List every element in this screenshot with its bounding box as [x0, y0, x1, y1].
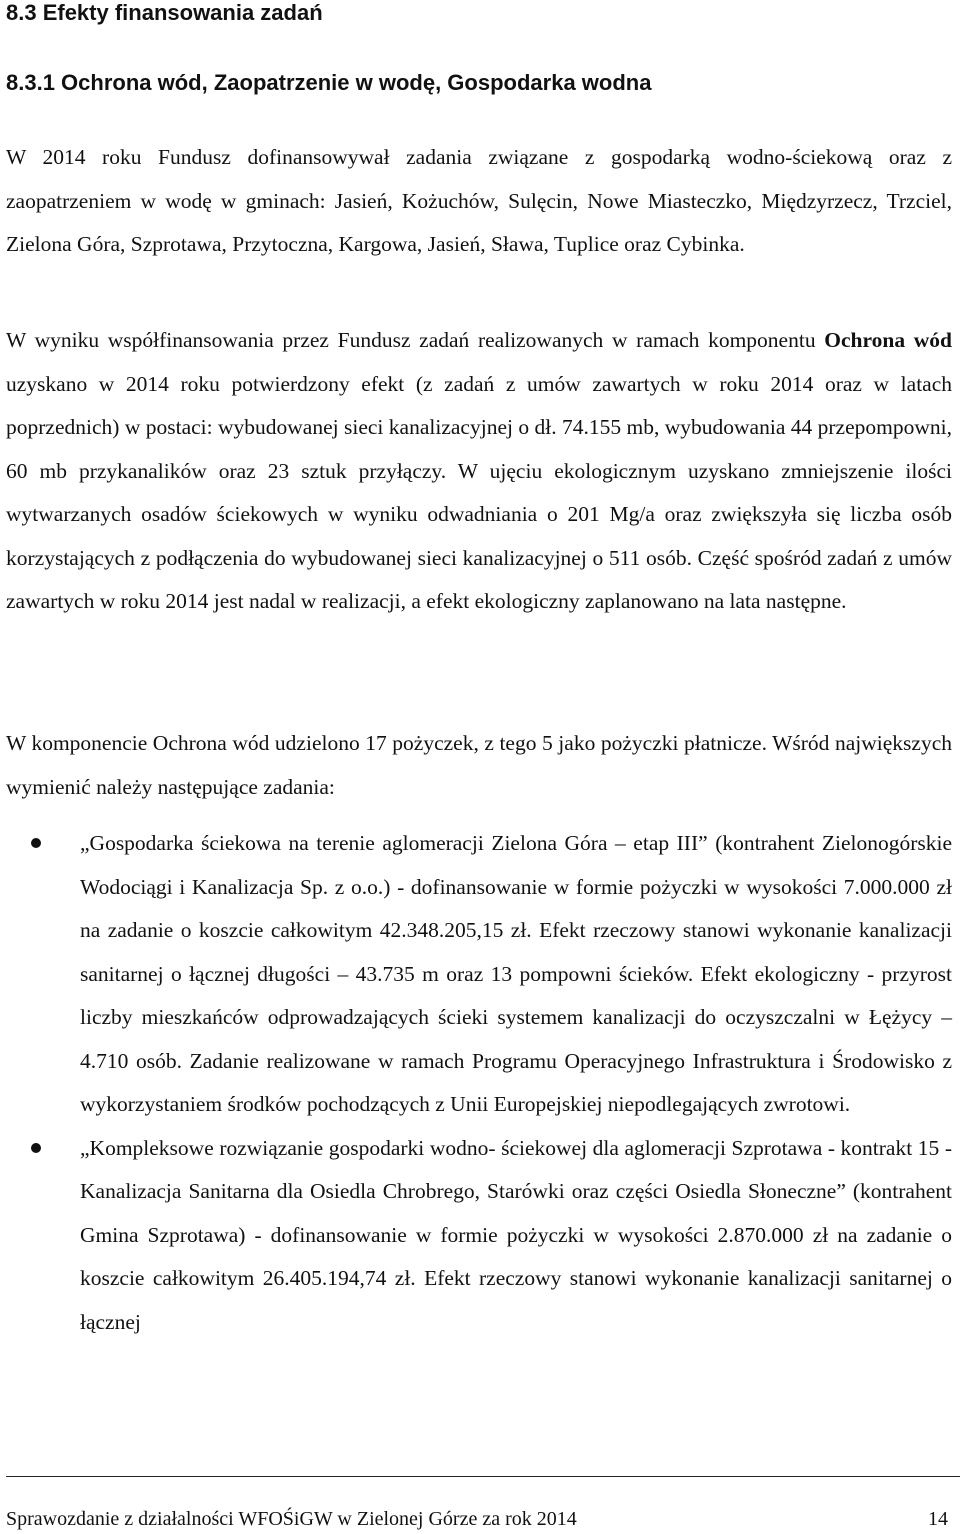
paragraph-effects-body: uzyskano w 2014 roku potwierdzony efekt (z zadań z umów zawartych w roku 2014 oraz w latach poprzednich) w postaci: wybudowanej sieci kanalizacyjnej o dł. 74.155 mb, wybudowania 44 przepompowni, 60 mb przykanalików oraz 23 sztuk przyłączy. W ujęciu ekologicznym uzyskano zmniejszenie ilości wytwarzanych osadów ściekowych w wyniku odwadniania o 201 Mg/a oraz zwiększyła się liczba osób korzystających z podłączenia do wybudowanej sieci kanalizacyjnej o 511 osób. Część spośród zadań z umów zawartych w roku 2014 jest nadal w realizacji, a efekt ekologiczny zaplanowano na lata następne. [6, 371, 952, 613]
component-name: Ochrona wód [824, 328, 952, 352]
list-item [0, 1127, 960, 1345]
page-number: 14 [928, 1508, 948, 1530]
list-item-text: „Gospodarka ściekowa na terenie aglomeracji Zielona Góra – etap III” (kontrahent Zielonogórskie Wodociągi i Kanalizacja Sp. z o.o.) - dofinansowanie w formie pożyczki w wysokości 7.000.000 zł na zadanie o koszcie całkowitym 42.348.205,15 zł. Efekt rzeczowy stanowi wykonanie kanalizacji sanitarnej o łącznej długości – 43.735 m oraz 13 pompowni ścieków. Efekt ekologiczny - przyrost liczby mieszkańców odprowadzających ścieki systemem kanalizacji do oczyszczalni w Łężycy – 4.710 osób. Zadanie realizowane w ramach Programu Operacyjnego Infrastruktura i Środowisko z wykorzystaniem środków pochodzących z Unii Europejskiej niepodlegających zwrotowi. [80, 831, 952, 1116]
subsection-heading: 8.3.1 Ochrona wód, Zaopatrzenie w wodę, Gospodarka wodna [6, 70, 652, 95]
bullet-icon [31, 1143, 41, 1153]
paragraph-effects [6, 319, 952, 624]
section-heading: 8.3 Efekty finansowania zadań [6, 0, 323, 25]
paragraph-funding-scope: W 2014 roku Fundusz dofinansowywał zadania związane z gospodarką wodno-ściekową oraz z zaopatrzeniem w wodę w gminach: Jasień, Kożuchów, Sulęcin, Nowe Miasteczko, Międzyrzecz, Trzciel, Zielona Góra, Szprotawa, Przytoczna, Kargowa, Jasień, Sława, Tuplice oraz Cybinka. [6, 145, 952, 256]
list-item-text: „Kompleksowe rozwiązanie gospodarki wodno- ściekowej dla aglomeracji Szprotawa - kontrakt 15 - Kanalizacja Sanitarna dla Osiedla Chrobrego, Starówki oraz części Osiedla Słoneczne” (kontrahent Gmina Szprotawa) - dofinansowanie w formie pożyczki w wysokości 2.870.000 zł na zadanie o koszcie całkowitym 26.405.194,74 zł. Efekt rzeczowy stanowi wykonanie kanalizacji sanitarnej o łącznej [80, 1135, 952, 1334]
paragraph-effects-intro: W wyniku współfinansowania przez Fundusz zadań realizowanych w ramach komponentu [6, 328, 825, 352]
footer-title: Sprawozdanie z działalności WFOŚiGW w Zielonej Górze za rok 2014 [6, 1508, 577, 1530]
footer-divider [6, 1476, 960, 1477]
list-item [0, 822, 960, 1127]
paragraph-loans: W komponencie Ochrona wód udzielono 17 pożyczek, z tego 5 jako pożyczki płatnicze. Wśród największych wymienić należy następujące zadania: [6, 731, 952, 799]
task-list [0, 822, 960, 1344]
bullet-icon [31, 838, 41, 848]
